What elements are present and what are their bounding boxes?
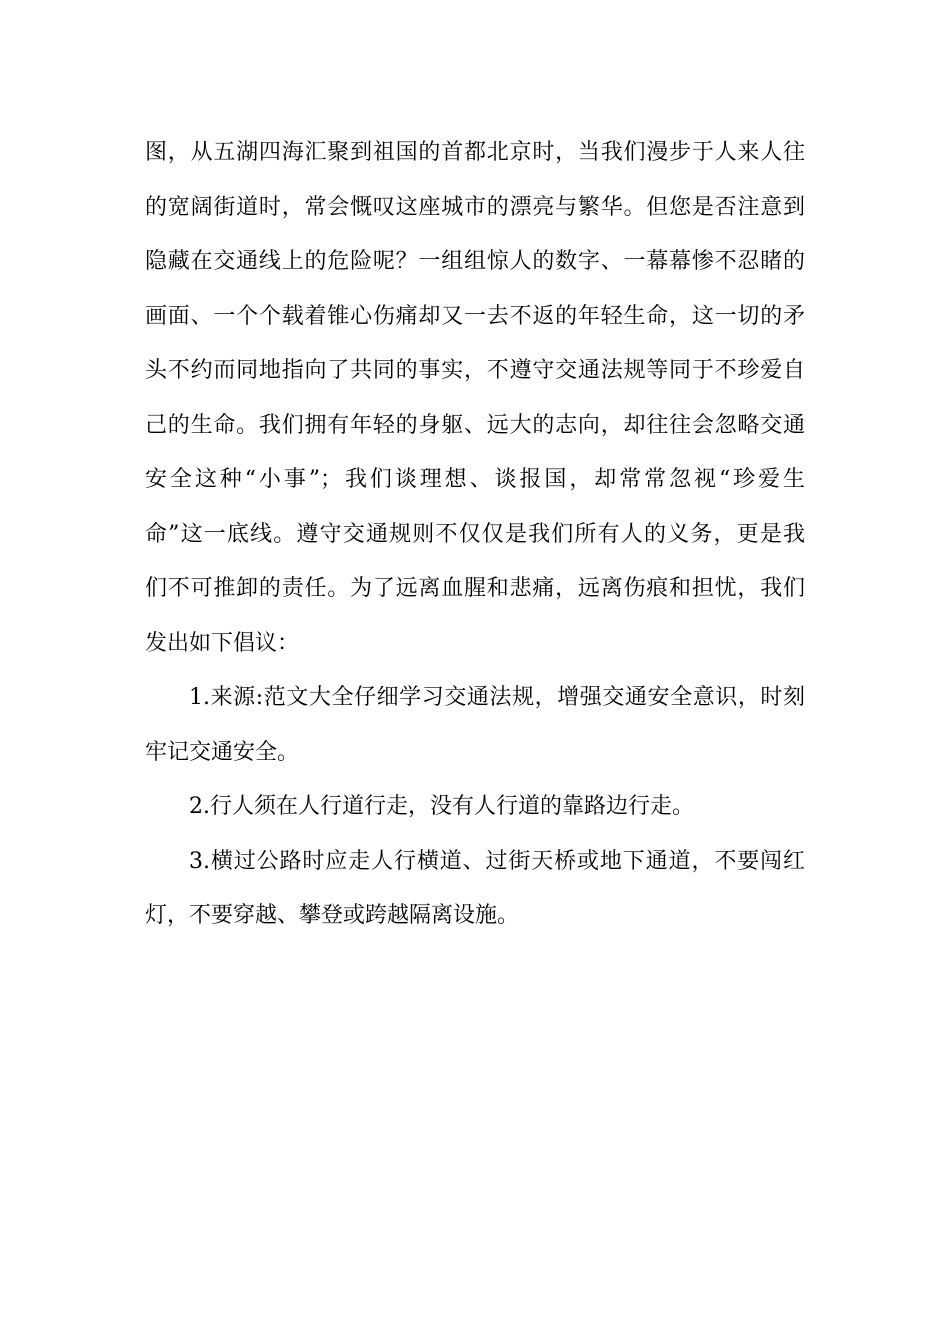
text-line: 1.来源:范文大全仔细学习交通法规，增强交通安全意识，时刻 xyxy=(189,685,805,710)
text-line: 3.横过公路时应走人行横道、过街天桥或地下通道，不要闯红 xyxy=(189,848,805,874)
text-line: 们不可推卸的责任。为了远离血腥和悲痛，远离伤痕和担忧，我们 xyxy=(145,576,805,601)
body-text xyxy=(145,126,805,944)
text-line: 发出如下倡议： xyxy=(145,630,300,656)
text-line: 灯，不要穿越、攀登或跨越隔离设施。 xyxy=(145,903,520,928)
text-line: 安全这种“小事”；我们谈理想、谈报国，却常常忽视“珍爱生 xyxy=(145,467,805,492)
text-line: 己的生命。我们拥有年轻的身躯、远大的志向，却往往会忽略交通 xyxy=(145,412,805,438)
text-line: 2.行人须在人行道行走，没有人行道的靠路边行走。 xyxy=(189,794,694,819)
text-line: 命”这一底线。遵守交通规则不仅仅是我们所有人的义务，更是我 xyxy=(145,521,805,547)
text-line: 图，从五湖四海汇聚到祖国的首都北京时，当我们漫步于人来人往 xyxy=(145,140,805,165)
text-line: 画面、一个个载着锥心伤痛却又一去不返的年轻生命，这一切的矛 xyxy=(145,303,805,329)
text-line: 隐藏在交通线上的危险呢？一组组惊人的数字、一幕幕惨不忍睹的 xyxy=(145,249,805,274)
text-line: 牢记交通安全。 xyxy=(145,739,300,765)
text-line: 的宽阔街道时，常会慨叹这座城市的漂亮与繁华。但您是否注意到 xyxy=(145,194,805,220)
text-line: 头不约而同地指向了共同的事实，不遵守交通法规等同于不珍爱自 xyxy=(145,358,805,383)
